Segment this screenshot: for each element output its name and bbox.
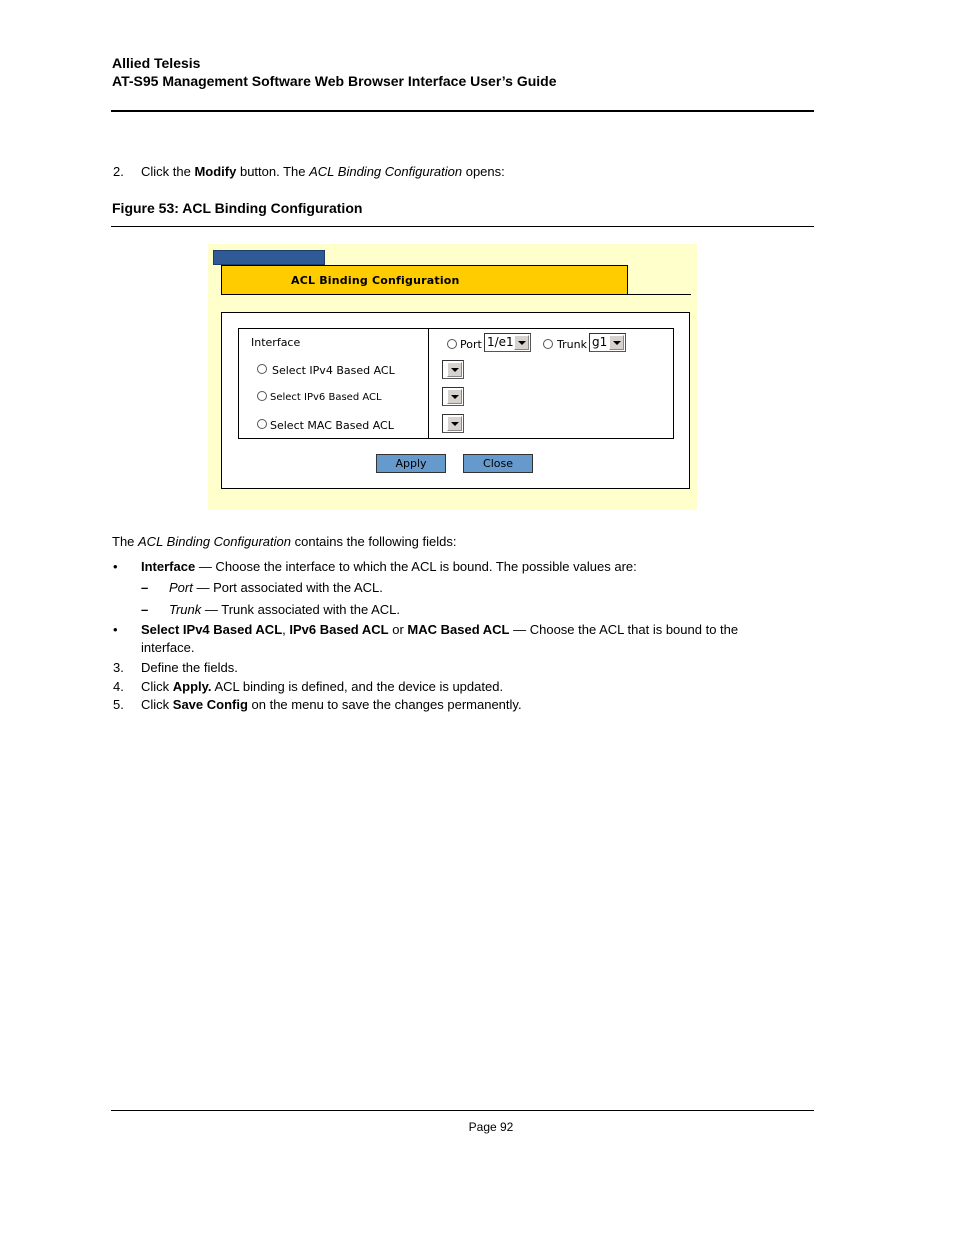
step-5-post: on the menu to save the changes permanently.: [247, 697, 522, 712]
ipv4-acl-select[interactable]: [442, 360, 464, 379]
interface-label: Interface: [251, 336, 301, 349]
chevron-down-icon[interactable]: [447, 362, 462, 377]
port-subitem: [169, 580, 383, 596]
save-config-keyword: Save Config: [172, 697, 248, 712]
chevron-down-icon[interactable]: [514, 335, 529, 350]
intro-italic: ACL Binding Configuration: [138, 534, 291, 549]
step-3-text: [141, 660, 238, 676]
port-term: Port: [169, 580, 193, 595]
step-2: [113, 164, 505, 180]
intro-post: contains the following fields:: [291, 534, 457, 549]
config-panel: [221, 312, 690, 489]
acl-binding-screenshot: [208, 244, 697, 510]
ipv4-acl-label: Select IPv4 Based ACL: [272, 364, 395, 377]
interface-keyword: Interface: [141, 559, 196, 574]
ipv4-keyword: Select IPv4 Based ACL: [141, 622, 283, 637]
header-rule: [111, 110, 814, 112]
port-select-value: 1/e1: [487, 335, 514, 349]
figure-caption: Figure 53: ACL Binding Configuration: [112, 200, 363, 216]
mac-acl-label: Select MAC Based ACL: [270, 419, 394, 432]
port-select[interactable]: [484, 333, 531, 352]
acl-binding-ref: ACL Binding Configuration: [309, 164, 463, 179]
screen-title: ACL Binding Configuration: [291, 274, 460, 287]
bullet-icon: •: [113, 622, 118, 637]
ipv4-acl-radio[interactable]: [257, 364, 267, 374]
bullet-icon: •: [113, 559, 118, 574]
chevron-down-icon[interactable]: [609, 335, 624, 350]
ipv6-acl-select[interactable]: [442, 387, 464, 406]
modify-keyword: Modify: [194, 164, 237, 179]
step-5-number: 5.: [113, 697, 124, 712]
ipv6-acl-label: Select IPv6 Based ACL: [270, 392, 382, 403]
trunk-select-value: g1: [592, 335, 608, 349]
step-text: [141, 164, 505, 180]
fields-intro: [112, 534, 456, 550]
ipv6-acl-radio[interactable]: [257, 391, 267, 401]
step-text-post: opens:: [462, 164, 505, 179]
mac-keyword: MAC Based ACL: [407, 622, 510, 637]
tab-bar: [213, 250, 325, 265]
sep-comma: ,: [282, 622, 290, 637]
trunk-select[interactable]: [589, 333, 626, 352]
screen-titlebar: [221, 265, 628, 295]
chevron-down-icon[interactable]: [447, 416, 462, 431]
close-button[interactable]: Close: [463, 454, 533, 473]
port-radio[interactable]: [447, 339, 457, 349]
interface-field-desc: [141, 559, 637, 575]
figure-rule: [111, 226, 814, 227]
trunk-subitem: [169, 602, 400, 618]
step-4-number: 4.: [113, 679, 124, 694]
step-4-post: ACL binding is defined, and the device is updated.: [211, 679, 504, 694]
dash-icon: –: [141, 580, 149, 595]
chevron-down-icon[interactable]: [447, 389, 462, 404]
apply-button[interactable]: Apply: [376, 454, 446, 473]
trunk-radio[interactable]: [543, 339, 553, 349]
mac-acl-select[interactable]: [442, 414, 464, 433]
company-name: Allied Telesis: [112, 55, 201, 71]
step-5-text: [141, 697, 522, 713]
interface-desc-text: — Choose the interface to which the ACL is bound. The possible values are:: [195, 559, 637, 574]
trunk-desc: — Trunk associated with the ACL.: [201, 602, 400, 617]
fields-table: [238, 328, 674, 439]
sep-or: or: [388, 622, 408, 637]
ipv6-keyword: IPv6 Based ACL: [289, 622, 389, 637]
apply-keyword: Apply.: [172, 679, 212, 694]
step-3-number: 3.: [113, 660, 124, 675]
column-divider: [428, 329, 429, 438]
footer-rule: [111, 1110, 814, 1111]
select-field-desc: [141, 622, 738, 638]
step-4-pre: Click: [141, 679, 173, 694]
step-4-text: [141, 679, 503, 695]
step-3-pre: Define the fields.: [141, 660, 238, 675]
trunk-label: Trunk: [557, 338, 587, 351]
step-5-pre: Click: [141, 697, 173, 712]
port-desc: — Port associated with the ACL.: [192, 580, 383, 595]
dash-icon: –: [141, 602, 149, 617]
title-underline: [221, 294, 691, 295]
select-desc-line2: interface.: [141, 640, 195, 655]
step-number: 2.: [113, 164, 124, 179]
page-number: Page 92: [468, 1120, 514, 1134]
port-label: Port: [460, 338, 482, 351]
step-text-mid: button. The: [236, 164, 310, 179]
guide-title: AT-S95 Management Software Web Browser Interface User’s Guide: [112, 73, 557, 89]
trunk-term: Trunk: [169, 602, 202, 617]
mac-acl-radio[interactable]: [257, 419, 267, 429]
step-text-pre: Click the: [141, 164, 195, 179]
select-desc-text: — Choose the ACL that is bound to the: [509, 622, 739, 637]
intro-pre: The: [112, 534, 139, 549]
